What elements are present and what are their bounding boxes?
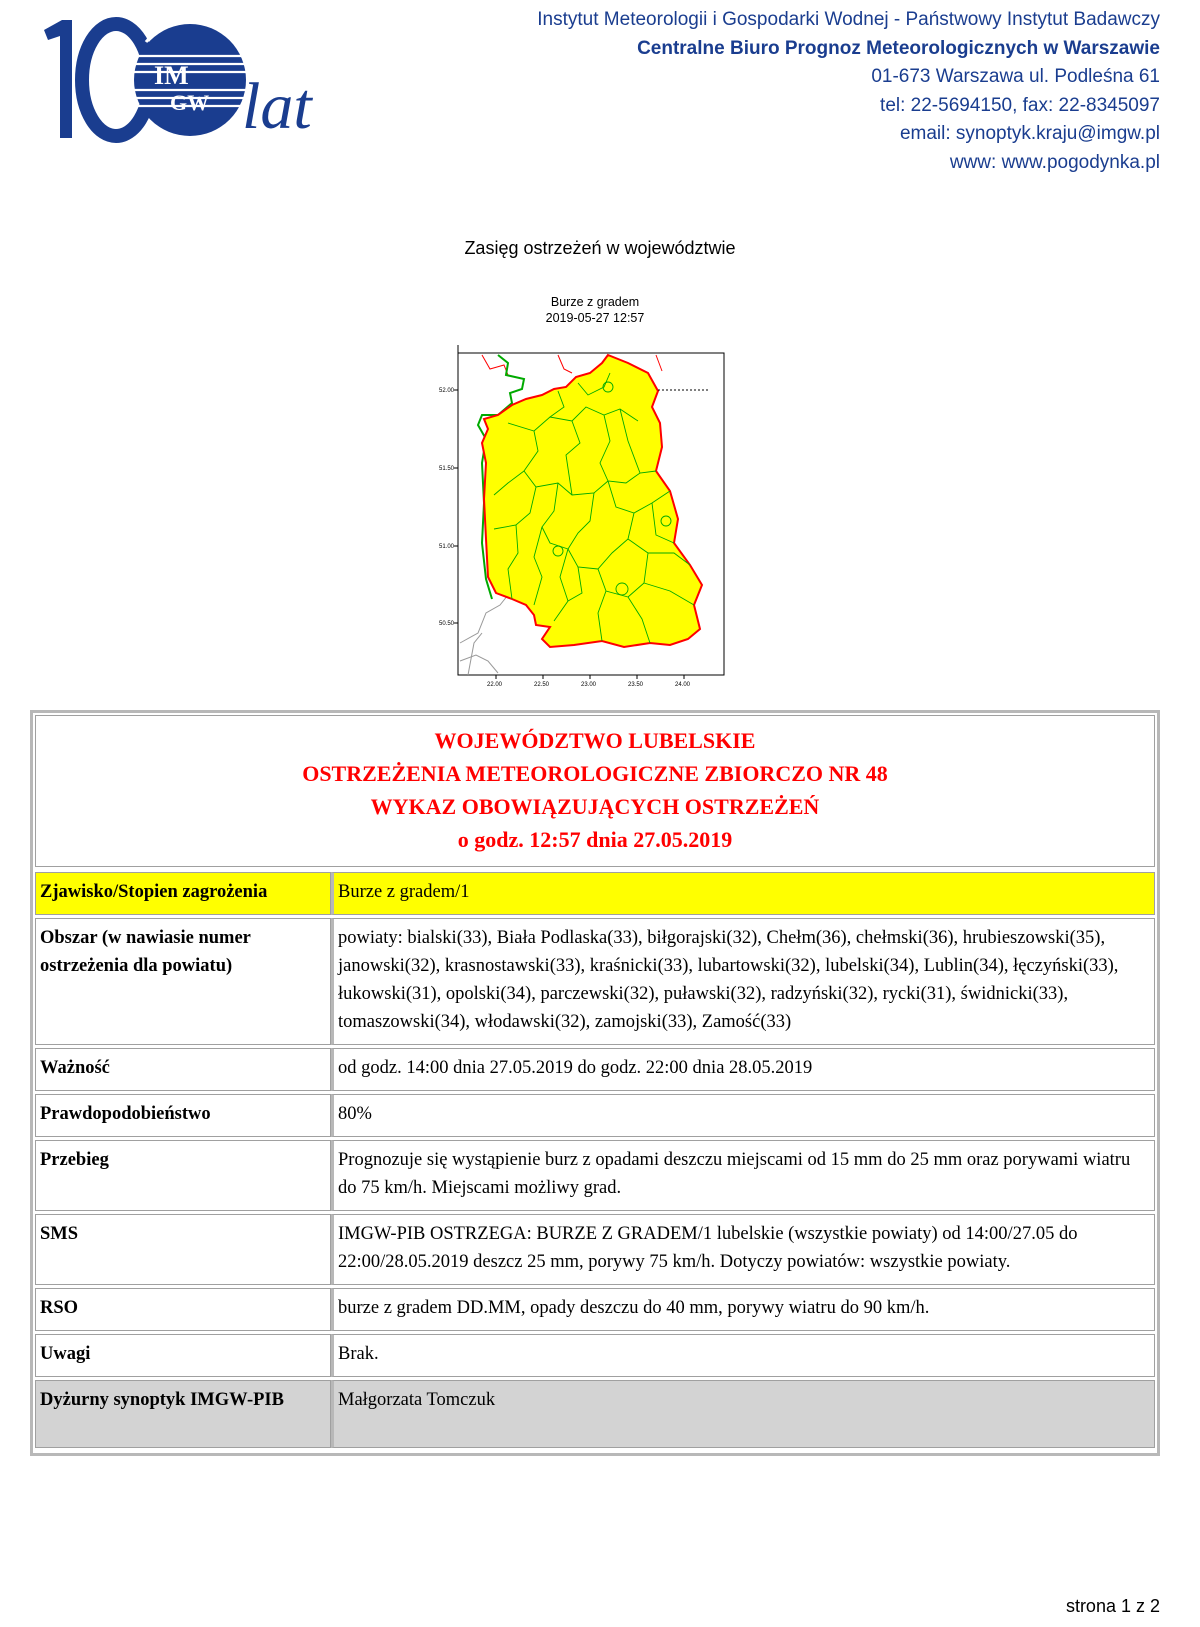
x-tick-23-5: 23.50 bbox=[628, 682, 644, 688]
warning-map bbox=[438, 343, 738, 701]
table-row-remarks bbox=[35, 1334, 1155, 1377]
x-tick-23: 23.00 bbox=[581, 682, 597, 688]
table-row-phenomenon bbox=[35, 872, 1155, 915]
row-value: IMGW-PIB OSTRZEGA: BURZE Z GRADEM/1 lubelskie (wszystkie powiaty) od 14:00/27.05 do 22:00/28.05.2019 deszcz 25 mm, porywy 75 km/h. Dotyczy powiatów: wszystkie powiaty. bbox=[331, 1214, 1155, 1285]
row-value: burze z gradem DD.MM, opady deszczu do 40 mm, porywy wiatru do 90 km/h. bbox=[331, 1288, 1155, 1331]
x-tick-24: 24.00 bbox=[675, 682, 691, 688]
warning-issue-time: o godz. 12:57 dnia 27.05.2019 bbox=[457, 827, 733, 852]
row-value: Burze z gradem/1 bbox=[331, 872, 1155, 915]
y-tick-52: 52.00 bbox=[439, 388, 455, 394]
warning-title bbox=[35, 715, 1155, 867]
row-label: SMS bbox=[35, 1214, 331, 1285]
table-row-area bbox=[35, 918, 1155, 1045]
section-title: Zasięg ostrzeżeń w województwie bbox=[464, 238, 736, 258]
svg-text:GW: GW bbox=[170, 90, 210, 115]
website[interactable]: www: www.pogodynka.pl bbox=[949, 151, 1160, 173]
warning-collective-number: OSTRZEŻENIA METEOROLOGICZNE ZBIORCZO NR 48 bbox=[302, 761, 888, 786]
table-row-sms bbox=[35, 1214, 1155, 1285]
map-timestamp: 2019-05-27 12:57 bbox=[545, 311, 645, 325]
row-label: Przebieg bbox=[35, 1140, 331, 1211]
row-value: Prognozuje się wystąpienie burz z opadami deszczu miejscami od 15 mm do 25 mm oraz porywami wiatru do 75 km/h. Miejscami możliwy grad. bbox=[331, 1140, 1155, 1211]
row-label: Obszar (w nawiasie numer ostrzeżenia dla powiatu) bbox=[35, 918, 331, 1045]
warning-list-heading: WYKAZ OBOWIĄZUJĄCYCH OSTRZEŻEŃ bbox=[370, 794, 820, 819]
email[interactable]: email: synoptyk.kraju@imgw.pl bbox=[899, 123, 1160, 144]
row-label: Prawdopodobieństwo bbox=[35, 1094, 331, 1137]
row-label: RSO bbox=[35, 1288, 331, 1331]
row-value: 80% bbox=[331, 1094, 1155, 1137]
warning-details-table bbox=[35, 869, 1155, 1451]
y-tick-51-5: 51.50 bbox=[439, 466, 455, 472]
table-row-rso bbox=[35, 1288, 1155, 1331]
row-value: Małgorzata Tomczuk bbox=[331, 1380, 1155, 1448]
svg-text:lat: lat bbox=[242, 70, 312, 143]
bureau-name: Centralne Biuro Prognoz Meteorologicznych w Warszawie bbox=[637, 37, 1160, 59]
organisation-details bbox=[537, 6, 1160, 177]
address: 01-673 Warszawa ul. Podleśna 61 bbox=[871, 66, 1160, 87]
row-label: Uwagi bbox=[35, 1334, 331, 1377]
row-label: Zjawisko/Stopien zagrożenia bbox=[35, 872, 331, 915]
table-row-probability bbox=[35, 1094, 1155, 1137]
y-tick-50-5: 50.50 bbox=[439, 621, 455, 627]
map-phenomenon: Burze z gradem bbox=[550, 295, 640, 309]
y-tick-51: 51.00 bbox=[439, 544, 455, 550]
phone-fax: tel: 22-5694150, fax: 22-8345097 bbox=[880, 94, 1160, 116]
voivodeship-name: WOJEWÓDZTWO LUBELSKIE bbox=[434, 728, 756, 753]
x-tick-22: 22.00 bbox=[487, 682, 503, 688]
table-row-validity bbox=[35, 1048, 1155, 1091]
svg-text:IM: IM bbox=[154, 61, 189, 90]
map-caption bbox=[495, 294, 695, 326]
institute-name: Instytut Meteorologii i Gospodarki Wodnej - Państwowy Instytut Badawczy bbox=[537, 9, 1160, 30]
x-tick-22-5: 22.50 bbox=[534, 682, 550, 688]
row-label: Dyżurny synoptyk IMGW-PIB bbox=[35, 1380, 331, 1448]
row-label: Ważność bbox=[35, 1048, 331, 1091]
page-number: strona 1 z 2 bbox=[1065, 1596, 1160, 1616]
table-row-course bbox=[35, 1140, 1155, 1211]
imgw-100-lat-logo bbox=[38, 16, 348, 146]
warning-summary bbox=[30, 710, 1160, 1456]
row-value: od godz. 14:00 dnia 27.05.2019 do godz. 22:00 dnia 28.05.2019 bbox=[331, 1048, 1155, 1091]
row-value: powiaty: bialski(33), Biała Podlaska(33), biłgorajski(32), Chełm(36), chełmski(36), hrubieszowski(35), janowski(32), krasnostawski(33), kraśnicki(33), lubartowski(32), lubelski(34), Lublin(34), łęczyński(33), łukowski(31), opolski(34), parczewski(32), puławski(32), radzyński(32), rycki(31), świdnicki(33), tomaszowski(34), włodawski(32), zamojski(33), Zamość(33) bbox=[331, 918, 1155, 1045]
row-value: Brak. bbox=[331, 1334, 1155, 1377]
table-row-forecaster bbox=[35, 1380, 1155, 1448]
